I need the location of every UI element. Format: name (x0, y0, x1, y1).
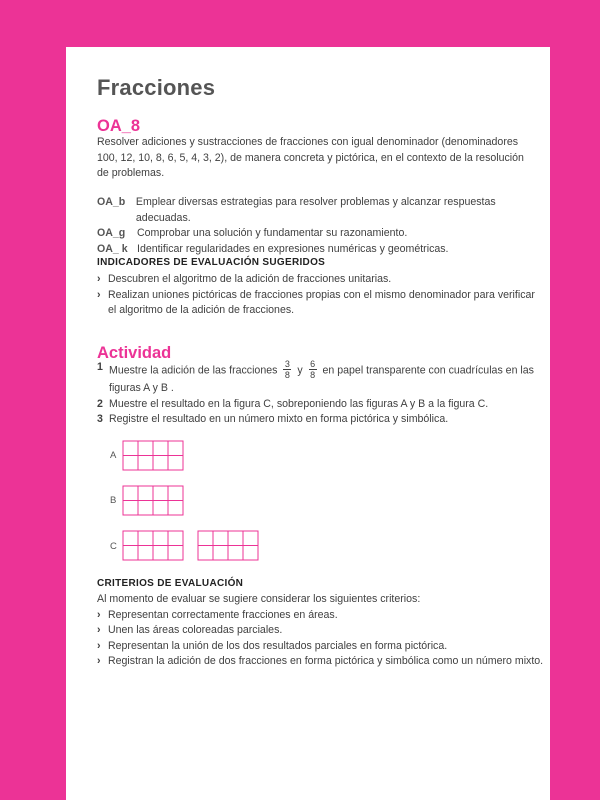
grid-cell (168, 441, 183, 456)
skill-text: Comprobar una solución y fundamentar su razonamiento. (137, 227, 408, 239)
bullet-icon: › (97, 608, 101, 621)
bullet-icon: › (97, 639, 101, 652)
fraction-six-eighths: $\frac{6}{8}$ (310, 359, 316, 380)
activity-steps (97, 360, 542, 428)
figure-label-b: B (110, 495, 117, 506)
fraction-grid-a (122, 440, 184, 471)
grid-cell (123, 531, 138, 546)
grid-cell (123, 486, 138, 501)
criteria-list (97, 592, 547, 670)
grid-cell (153, 501, 168, 516)
grid-cell (168, 531, 183, 546)
criteria-heading: CRITERIOS DE EVALUACIÓN (97, 578, 244, 589)
oa-code: OA_8 (97, 117, 141, 135)
bullet-icon: › (97, 273, 101, 285)
grid-cell (243, 546, 258, 561)
grid-cell (123, 546, 138, 561)
grid-cell (138, 531, 153, 546)
grid-cell (153, 456, 168, 471)
document-page (66, 47, 550, 800)
grid-cell (213, 531, 228, 546)
grid-cell (138, 486, 153, 501)
fraction-grid-c-1 (122, 530, 184, 561)
criteria-intro: Al momento de evaluar se sugiere considerar los siguientes criterios: (97, 593, 421, 605)
bullet-icon: › (97, 655, 101, 667)
grid-cell (153, 546, 168, 561)
grid-cell (138, 456, 153, 471)
grid-cell (168, 546, 183, 561)
skill-item (97, 195, 542, 226)
grid-cell (123, 441, 138, 456)
grid-cell (138, 501, 153, 516)
grid-cell (138, 546, 153, 561)
grid-cell (168, 486, 183, 501)
indicators-heading: INDICADORES DE EVALUACIÓN SUGERIDOS (97, 257, 326, 268)
skill-text: Emplear diversas estrategias para resolver problemas y alcanzar respuestas adecuadas. (135, 196, 496, 224)
activity-heading: Actividad (97, 344, 172, 362)
grid-cell (123, 501, 138, 516)
list-item: › Registran la adición de dos fracciones en forma pictórica y simbólica como un número mixto. (97, 654, 547, 670)
page-title: Fracciones (97, 75, 216, 100)
grid-cell (213, 546, 228, 561)
grid-cell (123, 456, 138, 471)
grid-cell (138, 441, 153, 456)
fraction-grid-b (122, 485, 184, 516)
figure-label-a: A (110, 450, 117, 461)
grid-cell (168, 456, 183, 471)
bullet-icon: › (97, 288, 101, 301)
fraction-grid-c-2 (197, 530, 259, 561)
skill-item (97, 226, 542, 242)
list-item: › Representan correctamente fracciones en áreas. (97, 608, 547, 624)
list-item: › Realizan uniones pictóricas de fracciones propias con el mismo denominador para verificar el algoritmo de la adición de fracciones. (97, 288, 542, 319)
grid-cell (153, 441, 168, 456)
grid-cell (153, 531, 168, 546)
oa-description: Resolver adiciones y sustracciones de fracciones con igual denominador (denominadores 100, 12, 10, 8, 6, 5, 4, 3, 2), de manera concreta y pictórica, en el contexto de la resolución de problemas. (97, 136, 524, 179)
grid-cell (228, 546, 243, 561)
grid-cell (198, 546, 213, 561)
grid-cell (153, 486, 168, 501)
grid-cell (168, 501, 183, 516)
figure-label-c: C (110, 541, 117, 552)
activity-step-3: 3 Registre el resultado en un número mixto en forma pictórica y simbólica. (97, 413, 449, 425)
skill-code: OA_g (97, 227, 126, 239)
list-item: › Representan la unión de los dos resultados parciales en forma pictórica. (97, 639, 547, 655)
bullet-icon: › (97, 624, 101, 636)
activity-step-1: 1 Muestre la adición de las fracciones $\frac{3}{8}$ y $\frac{6}{8}$ en papel transparente con cuadrículas en las figuras A y B . (97, 359, 534, 394)
skill-code: OA_ k (97, 242, 128, 255)
skill-code: OA_b (97, 196, 126, 208)
skills-list (97, 195, 542, 257)
grid-cell (243, 531, 258, 546)
activity-step-2: 2 Muestre el resultado en la figura C, sobreponiendo las figuras A y B a la figura C. (97, 397, 489, 410)
fraction-three-eighths: $\frac{3}{8}$ (284, 359, 290, 380)
indicators-list (97, 272, 542, 319)
list-item: › Unen las áreas coloreadas parciales. (97, 623, 547, 639)
grid-cell (228, 531, 243, 546)
grid-cell (198, 531, 213, 546)
list-item: › Descubren el algoritmo de la adición de fracciones unitarias. (97, 272, 542, 288)
skill-text: Identificar regularidades en expresiones numéricas y geométricas. (137, 242, 449, 255)
skill-item (97, 242, 542, 258)
